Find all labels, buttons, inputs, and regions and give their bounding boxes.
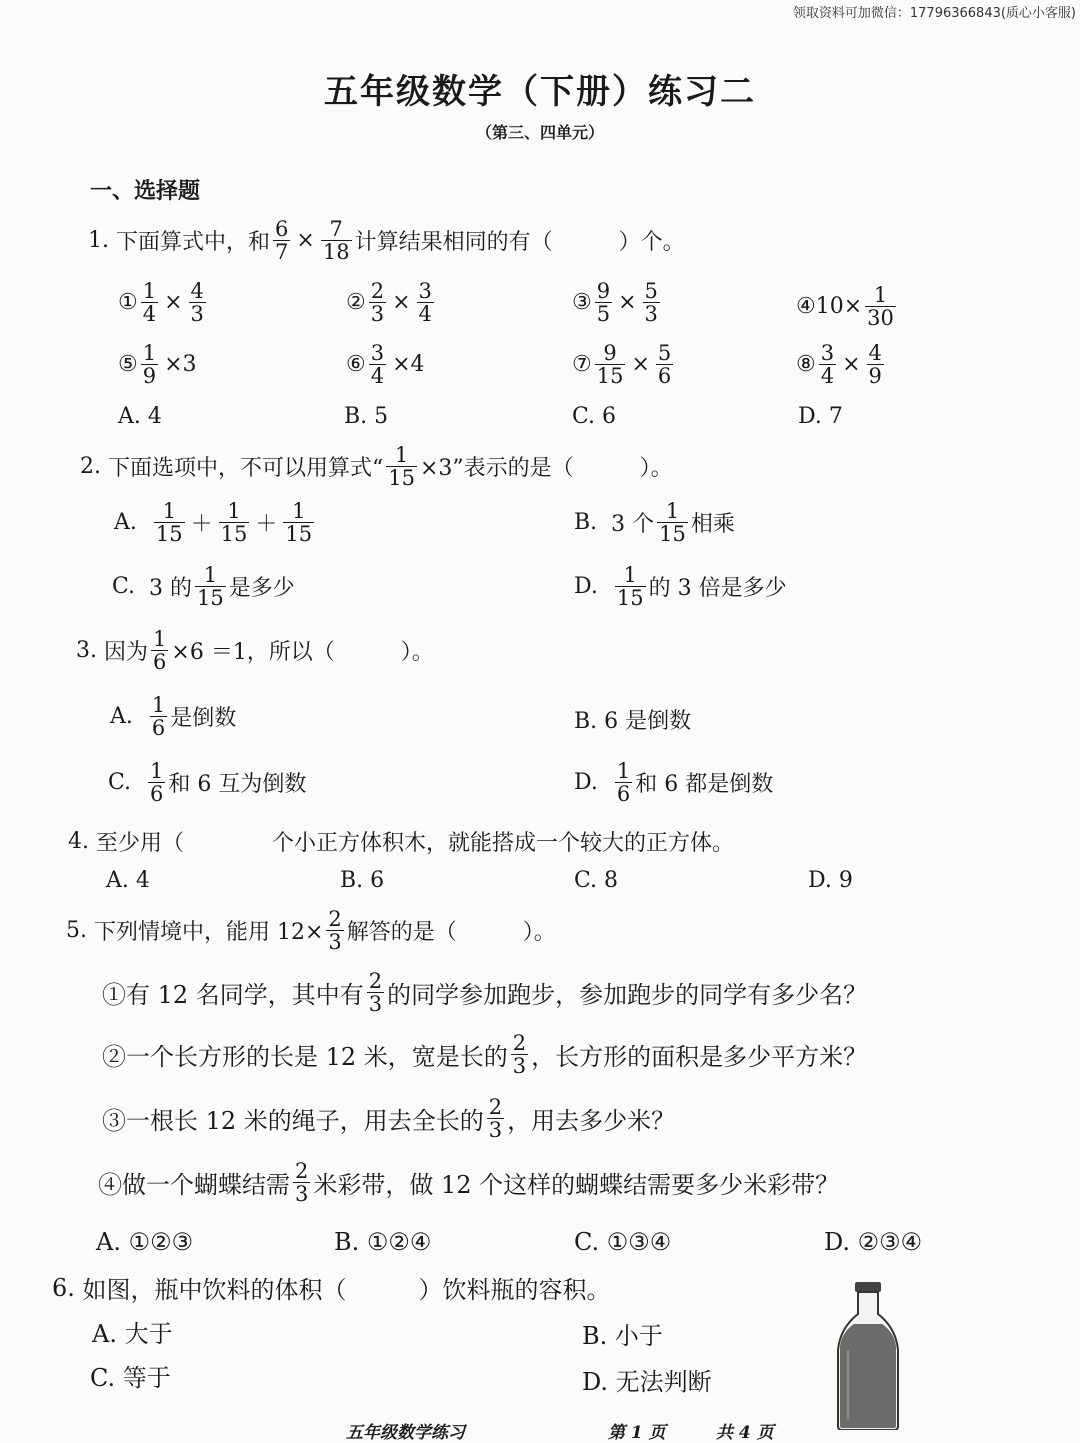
- option-b: B. ①②④: [334, 1228, 432, 1256]
- option-d: D. $\frac{1}{15}$ 的 3 倍是多少: [574, 563, 787, 611]
- fraction: $\frac{6}{7}$: [275, 217, 289, 265]
- option-b: B. 6 是倒数: [574, 709, 692, 734]
- option-a: A. 4: [106, 868, 150, 893]
- bottle-cap: [855, 1282, 881, 1292]
- option-c: C. $\frac{1}{6}$ 和 6 互为倒数: [108, 759, 307, 807]
- scenario-4: ④做一个蝴蝶结需 $\frac{2}{3}$ 米彩带，做 12 个这样的蝴蝶结需要多少米彩带？: [98, 1159, 840, 1207]
- expr-item-5: ⑤ $\frac{1}{9}$ ×3: [118, 341, 197, 389]
- scenario-1: ①有 12 名同学，其中有 $\frac{2}{3}$ 的同学参加跑步，参加跑步的同学有多少名？: [102, 969, 868, 1017]
- bottle-illustration: [828, 1280, 908, 1430]
- expr-item-6: ⑥ $\frac{3}{4}$ ×4: [346, 341, 425, 389]
- expr-item-8: ⑧ $\frac{3}{4}$ × $\frac{4}{9}$: [796, 341, 882, 389]
- question-6: 6. 如图，瓶中饮料的体积（ ）饮料瓶的容积。: [52, 1273, 611, 1304]
- option-b: B. 6: [340, 868, 385, 893]
- expr-item-7: ⑦ $\frac{9}{15}$ × $\frac{5}{6}$: [572, 341, 672, 389]
- footer-page: 第 1 页: [608, 1423, 666, 1443]
- option-b: B. 3 个 $\frac{1}{15}$ 相乘: [574, 499, 735, 547]
- question-2: 2. 下面选项中，不可以用算式“ $\frac{1}{15}$ ×3”表示的是（ ）。: [80, 443, 673, 491]
- section-heading: 一、选择题: [90, 179, 201, 204]
- fraction: $\frac{7}{18}$: [322, 217, 350, 265]
- watermark-text: 领取资料可加微信：17796366843(质心小客服): [792, 6, 1076, 21]
- option-d: D. 7: [798, 404, 843, 429]
- option-d: D. $\frac{1}{6}$ 和 6 都是倒数: [574, 759, 774, 807]
- question-3: 3. 因为 $\frac{1}{6}$ ×6 ＝1，所以（ ）。: [76, 627, 434, 675]
- page-title: 五年级数学（下册）练习二: [324, 72, 756, 112]
- option-a: A. 4: [118, 404, 162, 429]
- question-5: 5. 下列情境中，能用 12× $\frac{2}{3}$ 解答的是（ ）。: [66, 907, 556, 955]
- option-a: A. $\frac{1}{6}$ 是倒数: [110, 693, 237, 741]
- option-b: B. 5: [344, 404, 389, 429]
- scenario-2: ②一个长方形的长是 12 米，宽是长的 $\frac{2}{3}$ ，长方形的面积是多少平方米？: [102, 1031, 868, 1079]
- option-a: A. 大于: [92, 1320, 173, 1348]
- question-text: 下面算式中，和: [116, 230, 271, 256]
- option-d: D. ②③④: [824, 1228, 923, 1256]
- footer-total: 共 4 页: [716, 1423, 774, 1443]
- option-b: B. 小于: [582, 1322, 663, 1350]
- option-c: C. ①③④: [574, 1228, 672, 1256]
- option-c: C. 等于: [90, 1364, 171, 1392]
- expr-item-2: ② $\frac{2}{3}$ × $\frac{3}{4}$: [346, 279, 432, 327]
- option-c: C. 6: [572, 404, 617, 429]
- question-number: 1.: [88, 228, 109, 254]
- operator: ×: [296, 228, 315, 254]
- question-text: 计算结果相同的有（ ）个。: [354, 230, 685, 256]
- option-a: A. ①②③: [96, 1228, 194, 1256]
- option-c: C. 8: [574, 868, 619, 893]
- question-4: 4. 至少用（ 个小正方体积木，就能搭成一个较大的正方体。: [68, 829, 735, 856]
- expr-item-4: ④ 10× $\frac{1}{30}$: [796, 283, 894, 331]
- expr-item-3: ③ $\frac{9}{5}$ × $\frac{5}{3}$: [572, 279, 658, 327]
- footer-title: 五年级数学练习: [346, 1423, 465, 1443]
- option-a: A. $\frac{1}{15}$ ＋ $\frac{1}{15}$ ＋ $\frac{1}{15}$: [114, 499, 313, 547]
- option-c: C. 3 的 $\frac{1}{15}$ 是多少: [112, 563, 295, 611]
- option-d: D. 9: [808, 868, 853, 893]
- option-d: D. 无法判断: [582, 1368, 712, 1396]
- page-subtitle: （第三、四单元）: [475, 123, 604, 142]
- question-1: [88, 218, 685, 263]
- expr-item-1: ① $\frac{1}{4}$ × $\frac{4}{3}$: [118, 279, 204, 327]
- scenario-3: ③一根长 12 米的绳子，用去全长的 $\frac{2}{3}$ ，用去多少米？: [102, 1095, 676, 1143]
